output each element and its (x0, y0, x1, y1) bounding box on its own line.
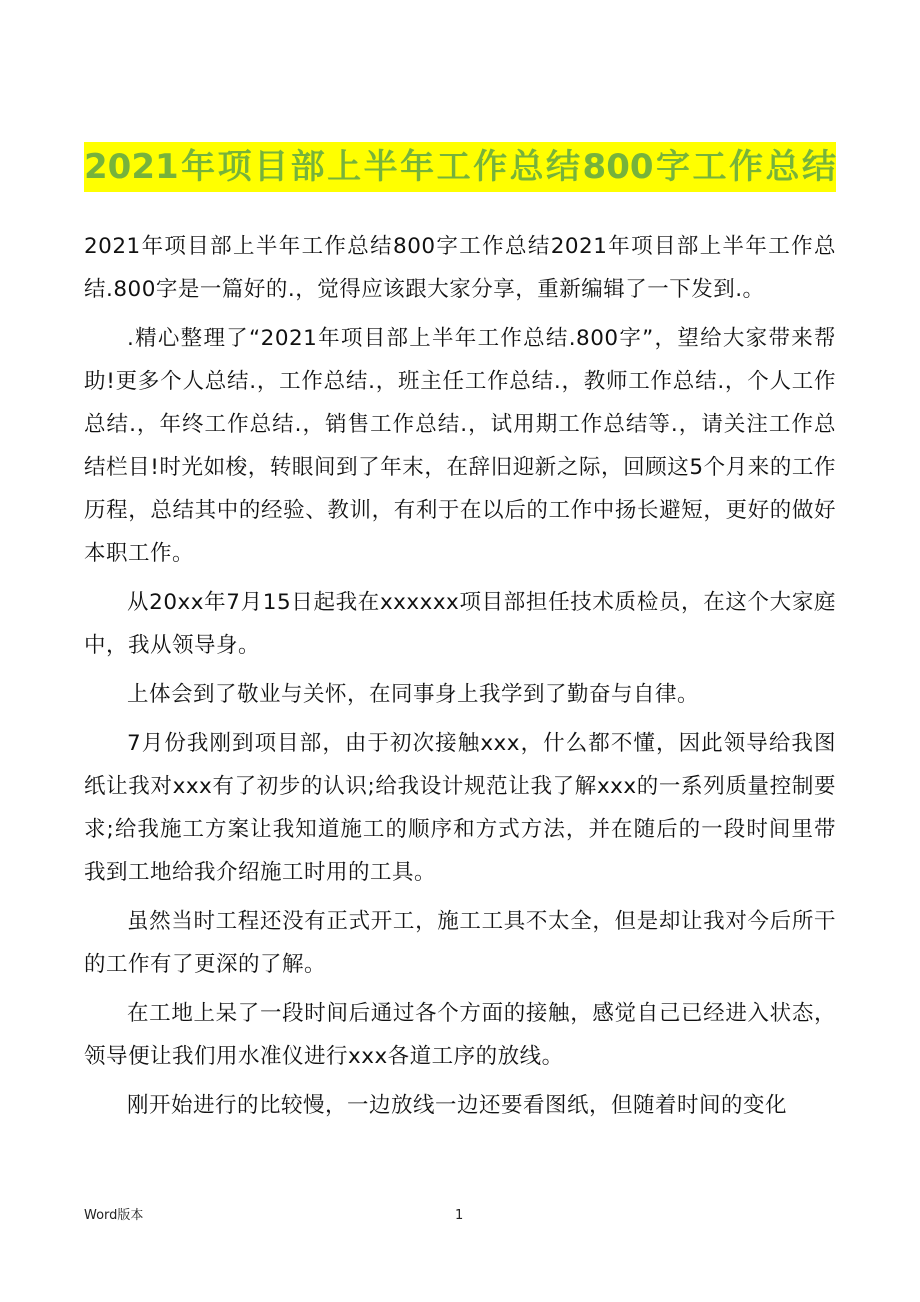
paragraph-5: 7月份我刚到项目部，由于初次接触xxx，什么都不懂，因此领导给我图纸让我对xxx有了初步的认识;给我设计规范让我了解xxx的一系列质量控制要求;给我施工方案让我知道施工的顺序和方式方法，并在随后的一段时间里带我到工地给我介绍施工时用的工具。 (84, 731, 836, 885)
paragraph-8: 刚开始进行的比较慢，一边放线一边还要看图纸，但随着时间的变化 (127, 1093, 788, 1118)
title-highlight (84, 142, 836, 192)
document-title: 2021年项目部上半年工作总结800字工作总结 (84, 147, 836, 187)
paragraph-7: 在工地上呆了一段时间后通过各个方面的接触，感觉自己已经进入状态，领导便让我们用水准仪进行xxx各道工序的放线。 (84, 1001, 836, 1069)
page-number: 1 (455, 1208, 464, 1223)
paragraph-2: .精心整理了“2021年项目部上半年工作总结.800字”，望给大家带来帮助!更多个人总结.，工作总结.，班主任工作总结.，教师工作总结.，个人工作总结.，年终工作总结.，销售工作总结.，试用期工作总结等.，请关注工作总结栏目!时光如梭，转眼间到了年末，在辞旧迎新之际，回顾这5个月来的工作历程，总结其中的经验、教训，有利于在以后的工作中扬长避短，更好的做好本职工作。 (84, 326, 836, 566)
paragraph-1: 2021年项目部上半年工作总结800字工作总结2021年项目部上半年工作总结.800字是一篇好的.，觉得应该跟大家分享，重新编辑了一下发到.。 (84, 234, 836, 302)
document-body (84, 225, 836, 1127)
paragraph-3: 从20xx年7月15日起我在xxxxxx项目部担任技术质检员，在这个大家庭中，我从领导身。 (84, 590, 836, 658)
footer-label: Word版本 (84, 1208, 144, 1223)
paragraph-4: 上体会到了敬业与关怀，在同事身上我学到了勤奋与自律。 (127, 682, 700, 707)
paragraph-6: 虽然当时工程还没有正式开工，施工工具不太全，但是却让我对今后所干的工作有了更深的了解。 (84, 909, 836, 977)
